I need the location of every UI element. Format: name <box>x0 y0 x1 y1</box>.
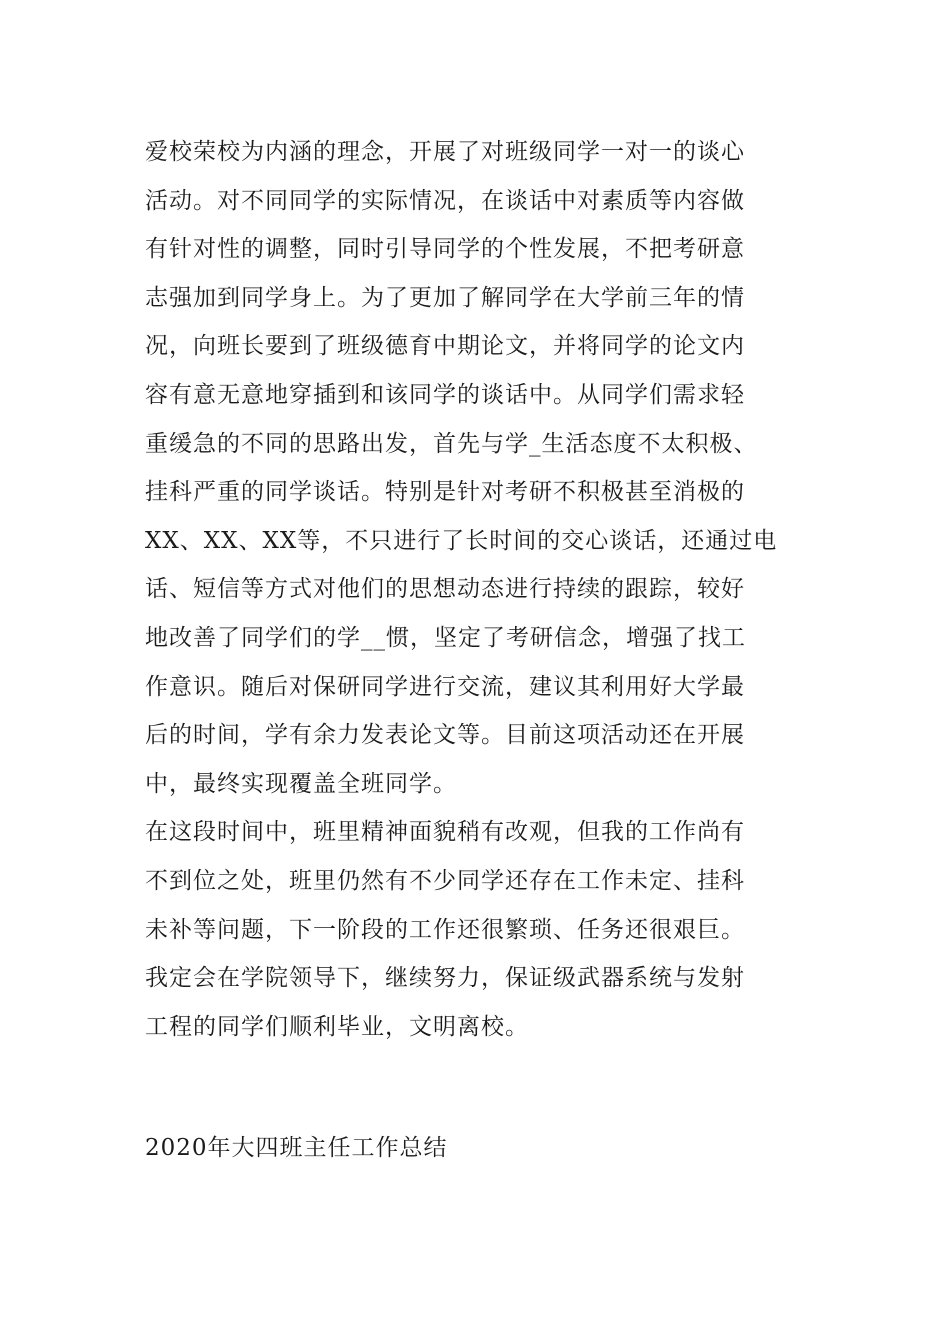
paragraph-line: 况，向班长要到了班级德育中期论文，并将同学的论文内 <box>145 333 745 360</box>
paragraph-line: 志强加到同学身上。为了更加了解同学在大学前三年的情 <box>145 284 745 311</box>
paragraph-line: 挂科严重的同学谈话。特别是针对考研不积极甚至消极的 <box>145 479 745 506</box>
paragraph-line: 有针对性的调整，同时引导同学的个性发展，不把考研意 <box>145 236 745 263</box>
paragraph-line: 地改善了同学们的学__惯，坚定了考研信念，增强了找工 <box>145 624 746 651</box>
paragraph-2 <box>145 808 815 1051</box>
paragraph-line: 后的时间，学有余力发表论文等。目前这项活动还在开展 <box>145 722 745 749</box>
paragraph-line: 工程的同学们顺利毕业，文明离校。 <box>145 1013 529 1040</box>
paragraph-line: 不到位之处，班里仍然有不少同学还存在工作未定、挂科 <box>145 867 745 894</box>
paragraph-line: 话、短信等方式对他们的思想动态进行持续的跟踪，较好 <box>145 576 745 603</box>
paragraph-line: 重缓急的不同的思路出发，首先与学_生活态度不太积极、 <box>145 430 758 457</box>
body-text <box>145 128 815 1051</box>
next-section <box>145 1124 815 1173</box>
paragraph-line: 活动。对不同同学的实际情况，在谈话中对素质等内容做 <box>145 187 745 214</box>
paragraph-line: 未补等问题，下一阶段的工作还很繁琐、任务还很艰巨。 <box>145 916 745 943</box>
paragraph-line: 作意识。随后对保研同学进行交流，建议其利用好大学最 <box>145 673 745 700</box>
paragraph-line: 中，最终实现覆盖全班同学。 <box>145 770 457 797</box>
paragraph-line: 我定会在学院领导下，继续努力，保证级武器系统与发射 <box>145 965 745 992</box>
paragraph-1 <box>145 128 815 808</box>
paragraph-line: 容有意无意地穿插到和该同学的谈话中。从同学们需求轻 <box>145 381 745 408</box>
section-heading: 2020年大四班主任工作总结 <box>145 1135 448 1161</box>
paragraph-line: XX、XX、XX等，不只进行了长时间的交心谈话，还通过电 <box>145 527 778 554</box>
paragraph-line: 在这段时间中，班里精神面貌稍有改观，但我的工作尚有 <box>145 819 745 846</box>
paragraph-line: 爱校荣校为内涵的理念，开展了对班级同学一对一的谈心 <box>145 139 745 165</box>
